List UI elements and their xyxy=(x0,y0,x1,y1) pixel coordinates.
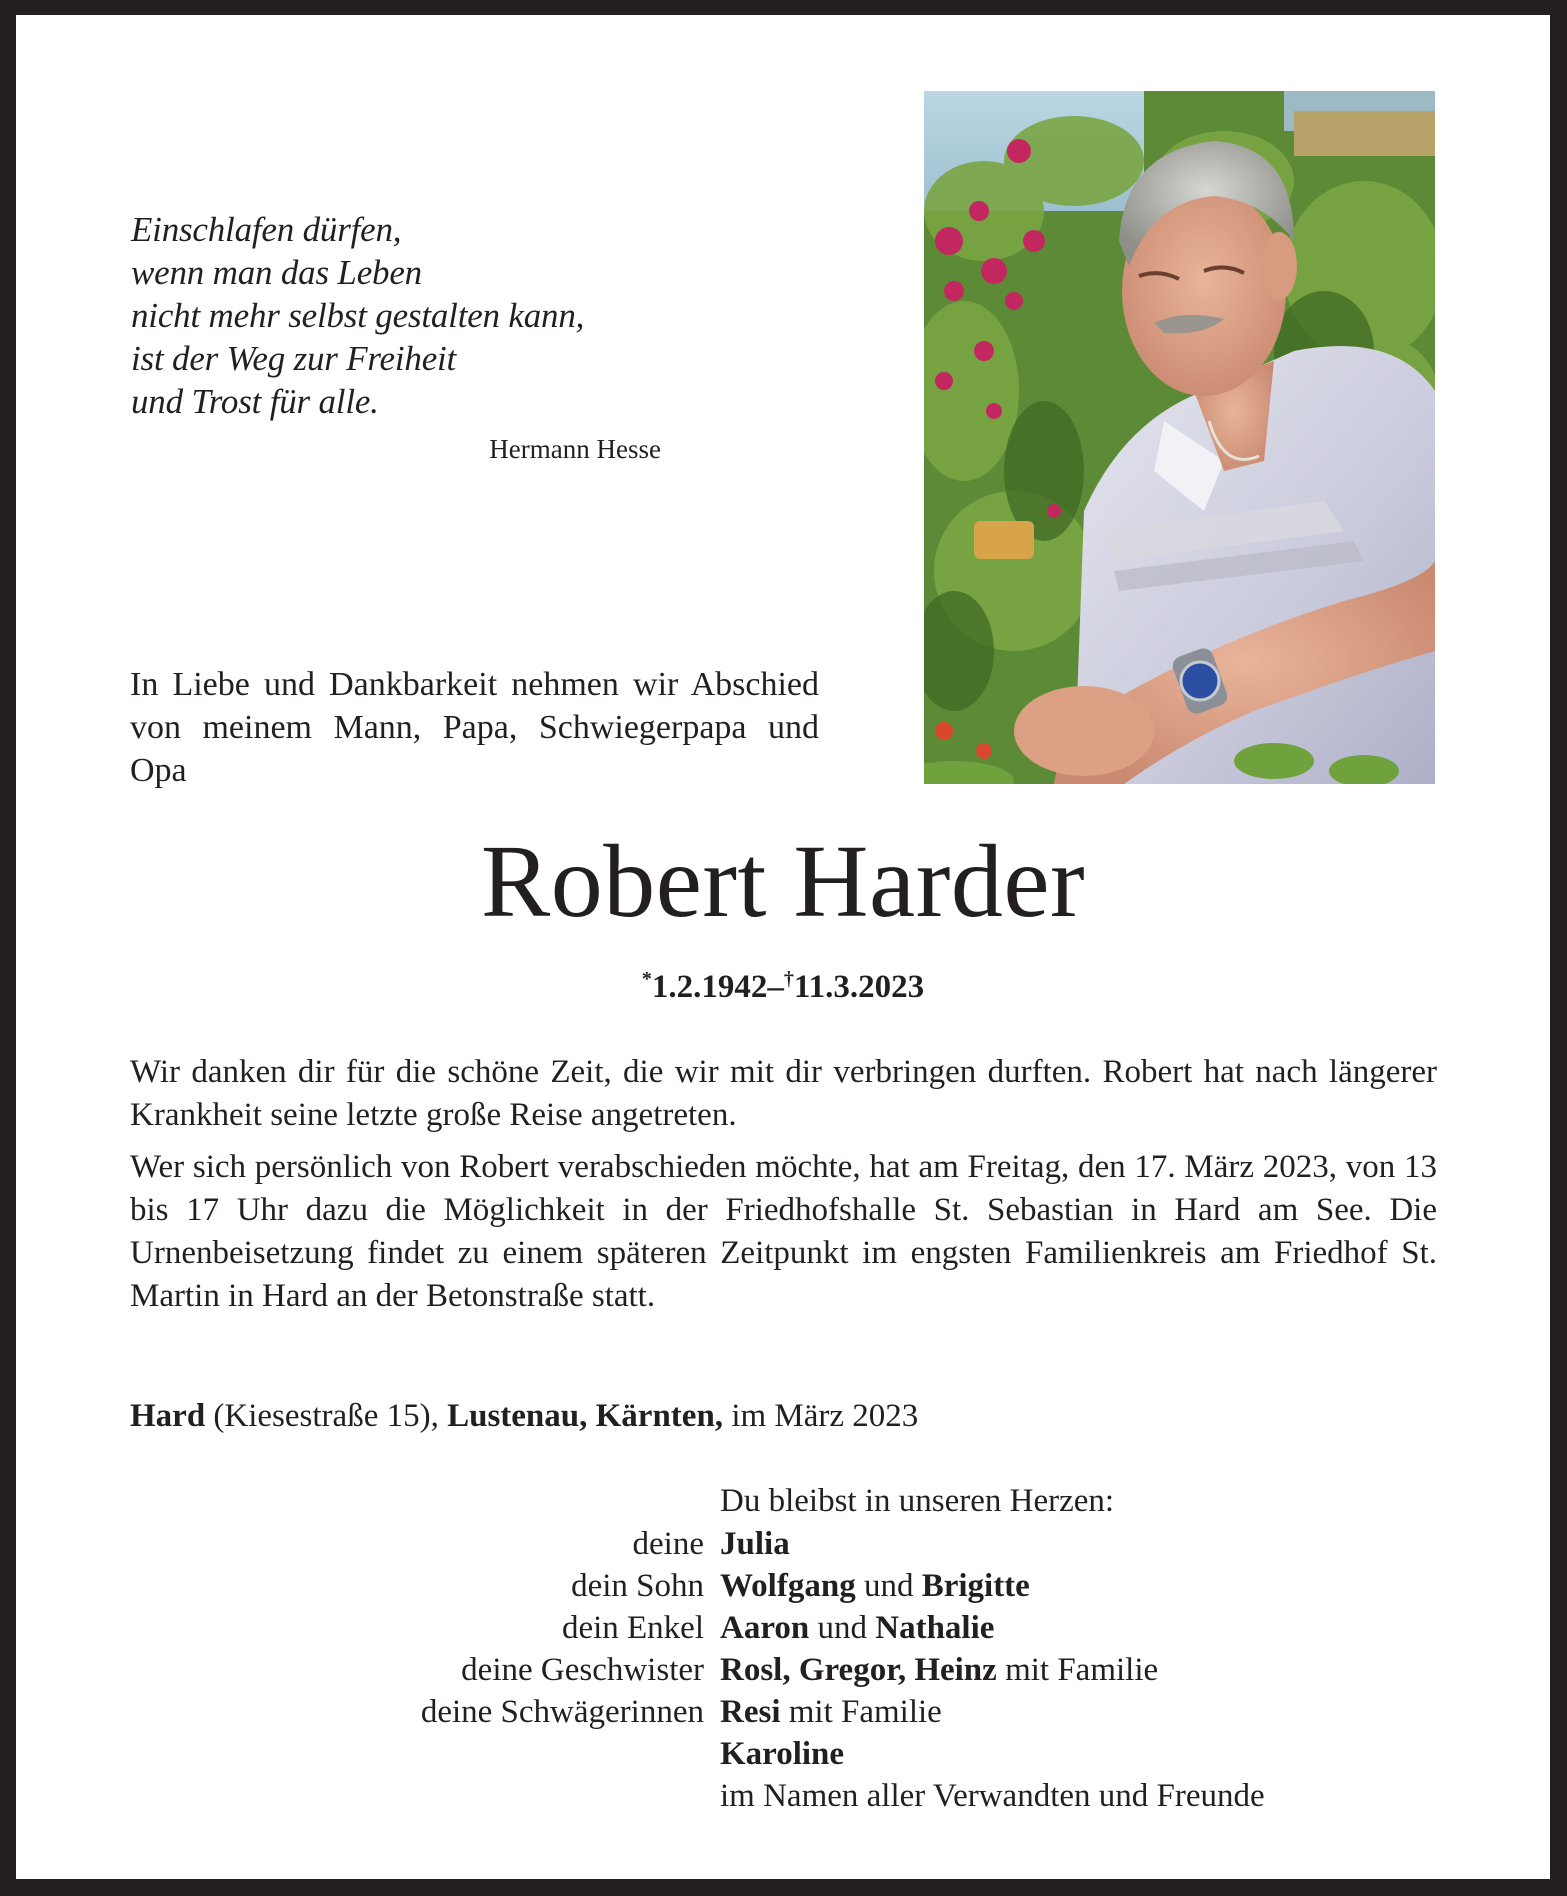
family-relation: dein Enkel xyxy=(561,1610,704,1646)
family-names xyxy=(720,1691,942,1733)
family-connector: mit Familie xyxy=(780,1694,942,1730)
family-names xyxy=(720,1649,1158,1691)
intro-text: In Liebe und Dankbarkeit nehmen wir Abschied von meinem Mann, Papa, Schwiegerpapa und Opa xyxy=(130,666,819,789)
family-names xyxy=(720,1733,844,1775)
family-row xyxy=(16,1523,1550,1565)
family-row xyxy=(16,1733,1550,1775)
family-closing xyxy=(720,1775,1265,1817)
portrait-photo xyxy=(924,91,1435,784)
quote-line: wenn man das Leben xyxy=(131,253,422,292)
obituary-card xyxy=(16,15,1550,1879)
location-date: im März 2023 xyxy=(723,1398,919,1434)
family-relation: deine Geschwister xyxy=(461,1652,704,1688)
death-date: 11.3.2023 xyxy=(793,969,925,1005)
family-name: Nathalie xyxy=(875,1610,995,1646)
birth-symbol: * xyxy=(641,968,652,990)
family-connector: mit Familie xyxy=(996,1652,1159,1688)
body-paragraph: Wir danken dir für die schöne Zeit, die wir mit dir verbringen durften. Robert hat nach längerer Krankheit seine letzte große Reise angetreten. xyxy=(130,1054,1437,1133)
quote-line: nicht mehr selbst gestalten kann, xyxy=(131,296,585,335)
birth-date: 1.2.1942 xyxy=(651,969,768,1005)
family-heading: Du bleibst in unseren Herzen: xyxy=(720,1483,1115,1519)
family-row xyxy=(16,1649,1550,1691)
family-relation: dein Sohn xyxy=(571,1568,704,1604)
family-connector: und xyxy=(855,1568,922,1604)
family-name: Aaron xyxy=(720,1610,810,1646)
family-name: Karoline xyxy=(720,1736,845,1772)
location-places: Lustenau, Kärnten, xyxy=(447,1398,724,1434)
portrait-photo-icon xyxy=(924,91,1435,784)
family-relation: deine xyxy=(632,1526,704,1562)
family-names xyxy=(720,1523,790,1565)
family-names xyxy=(720,1565,1030,1607)
family-name: Wolfgang xyxy=(720,1568,856,1604)
family-name: Resi xyxy=(720,1694,781,1730)
deceased-name: Robert Harder xyxy=(480,824,1086,939)
body-text xyxy=(130,1051,1437,1327)
quote-author: Hermann Hesse xyxy=(489,434,661,464)
family-name: Julia xyxy=(720,1526,790,1562)
family-row xyxy=(16,1775,1550,1817)
location-place-primary: Hard xyxy=(130,1398,206,1434)
family-row xyxy=(16,1607,1550,1649)
family-name: Brigitte xyxy=(921,1568,1030,1604)
quote-line: ist der Weg zur Freiheit xyxy=(131,339,457,378)
life-dates xyxy=(16,959,1550,1007)
quote-line: Einschlafen dürfen, xyxy=(131,210,402,249)
death-symbol: † xyxy=(783,968,794,990)
family-relation: deine Schwägerinnen xyxy=(420,1694,704,1730)
family-connector: und xyxy=(809,1610,876,1646)
family-name: Rosl, Gregor, Heinz xyxy=(720,1652,997,1688)
quote-line: und Trost für alle. xyxy=(131,382,379,421)
location-address: (Kiesestraße 15), xyxy=(205,1398,448,1434)
family-closing-text: im Namen aller Verwandten und Freunde xyxy=(720,1778,1265,1814)
quote xyxy=(131,208,691,423)
location-line xyxy=(130,1395,918,1438)
body-paragraph: Wer sich persönlich von Robert verabschieden möchte, hat am Freitag, den 17. März 2023, von 13 bis 17 Uhr dazu die Möglichkeit in der Friedhofshalle St. Sebastian in Hard am See. Die Urnenbeisetzung findet zu einem späteren Zeitpunkt im engsten Familienkreis am Friedhof St. Martin in Hard an der Betonstraße statt. xyxy=(130,1149,1437,1314)
family-names xyxy=(720,1607,994,1649)
family-row xyxy=(16,1565,1550,1607)
family-row xyxy=(16,1691,1550,1733)
date-separator: – xyxy=(767,969,784,1005)
